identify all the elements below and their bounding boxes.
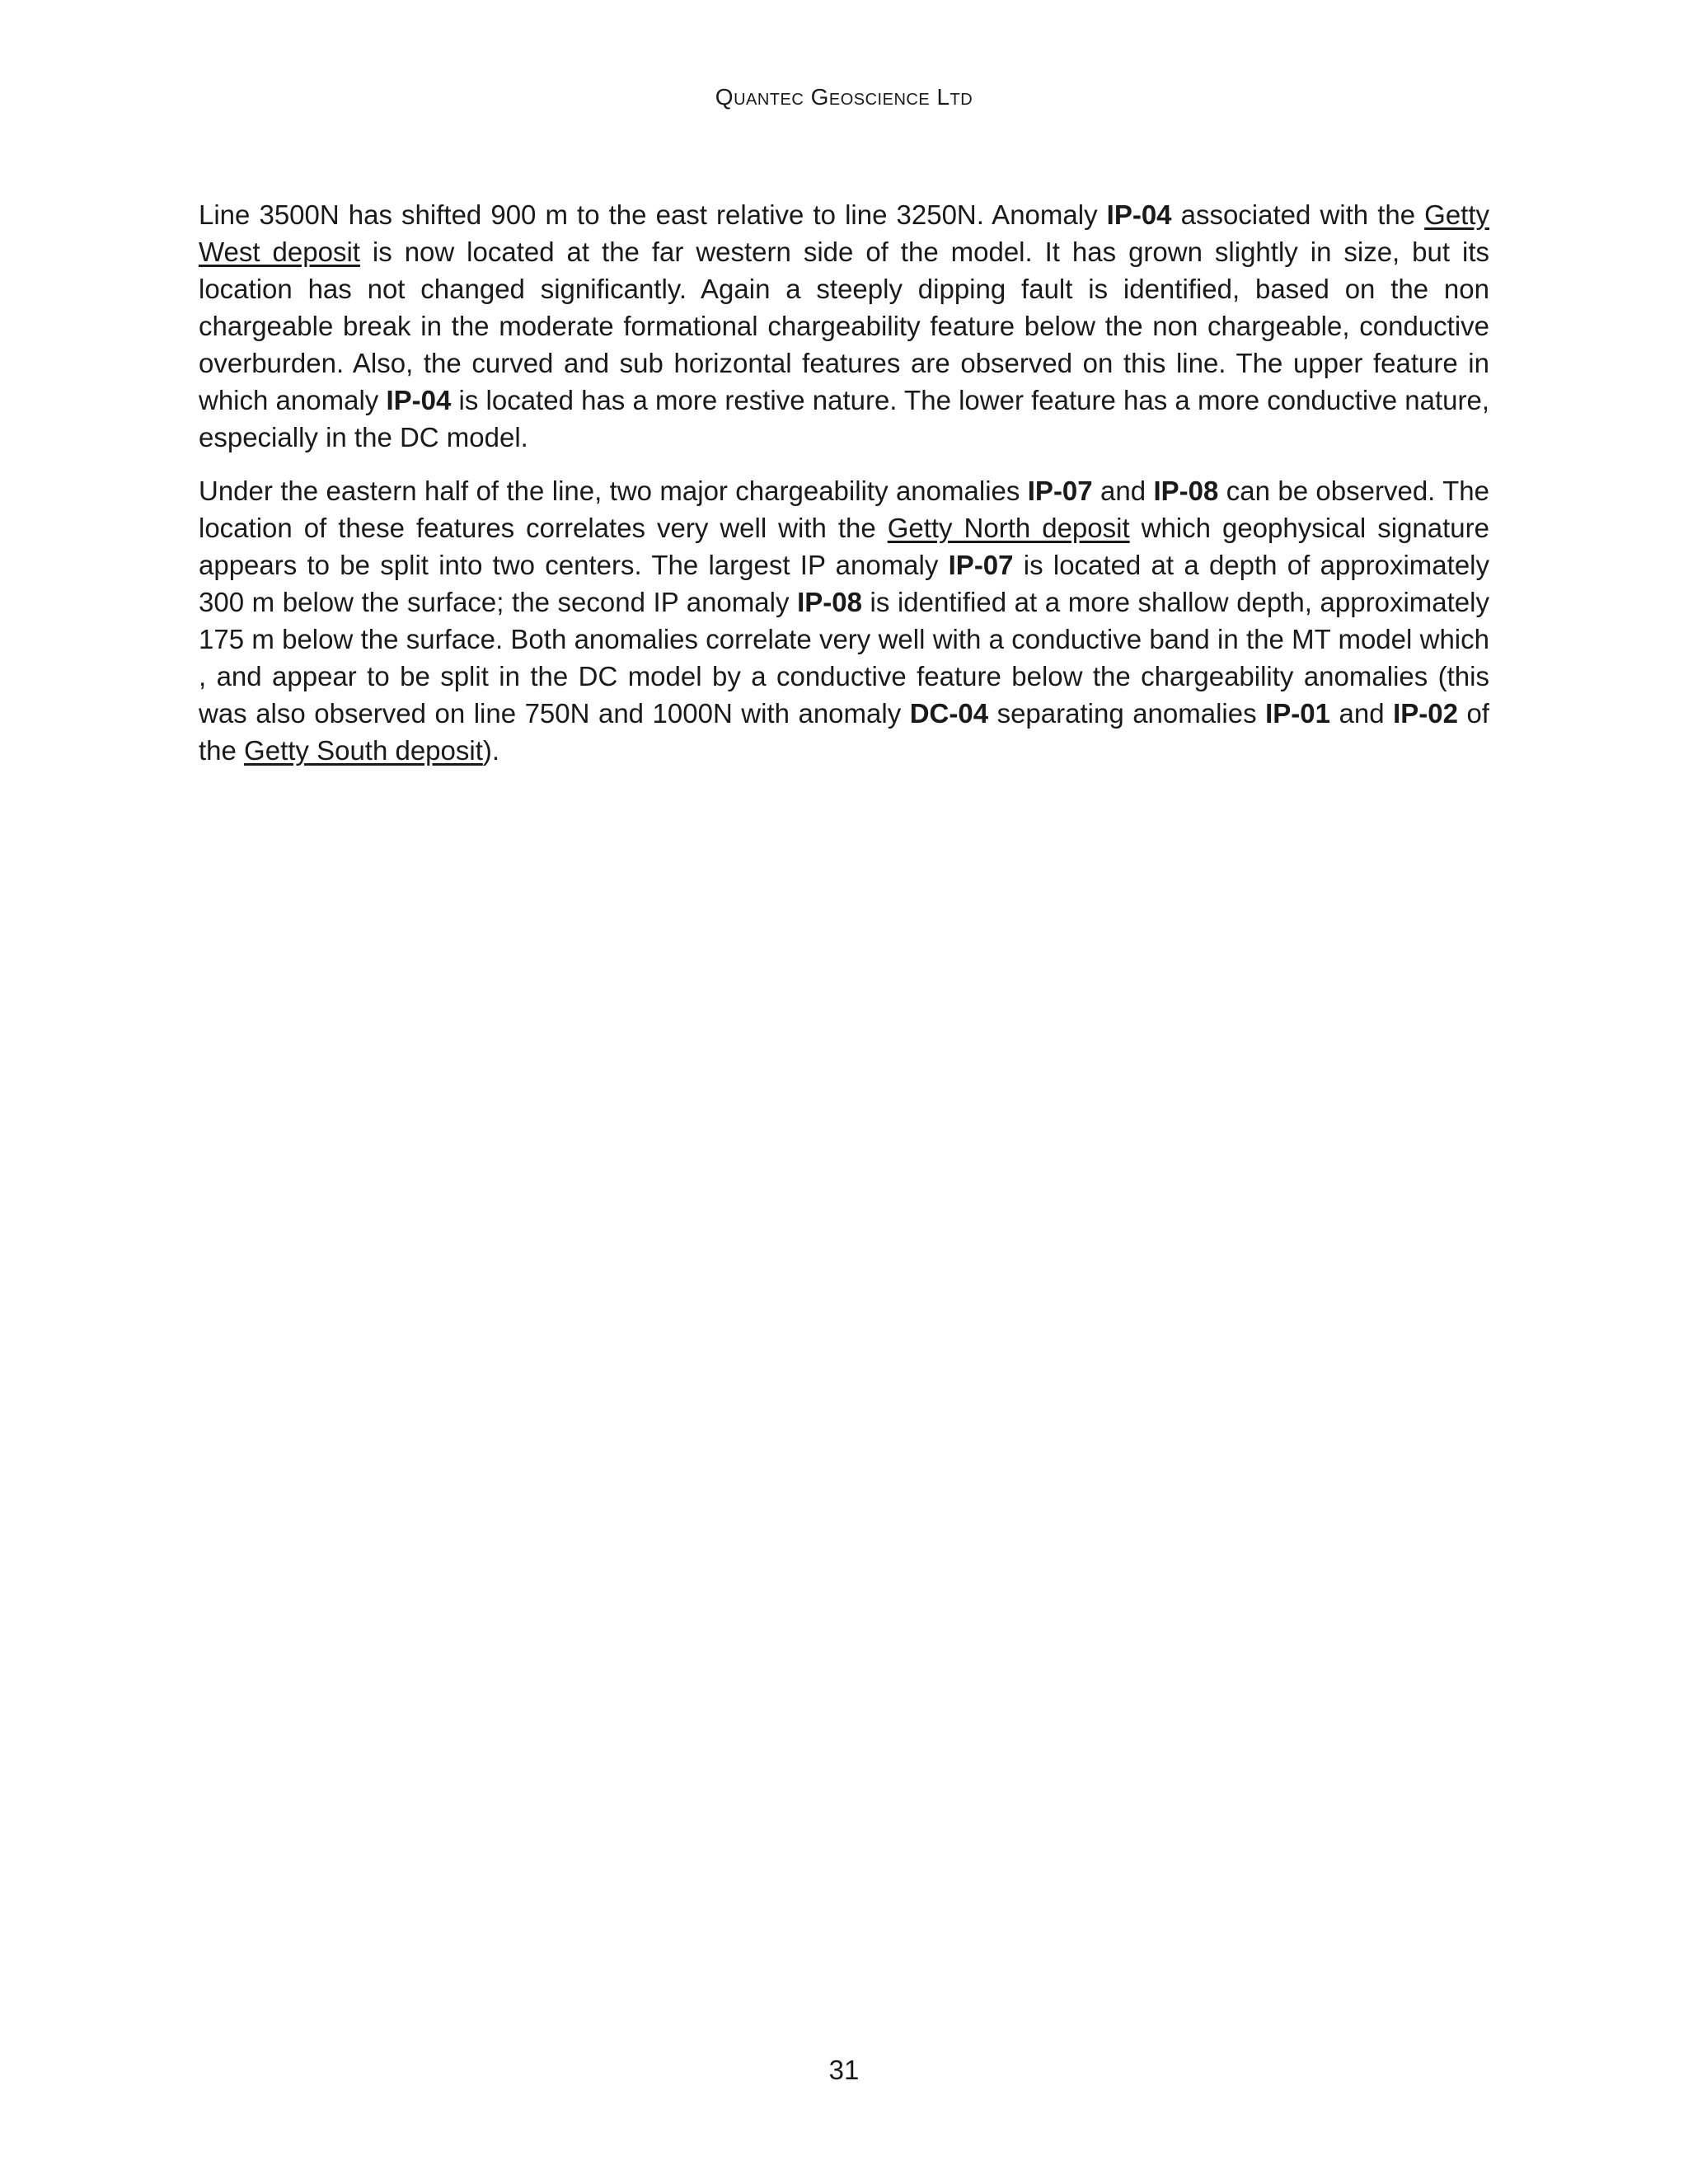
text-run: separating anomalies [988,698,1266,729]
anomaly-label: IP-04 [1106,199,1172,230]
text-run: is located at a depth of approximately 300 m below the surface; the second IP anomaly [199,550,1489,617]
anomaly-label: IP-01 [1265,698,1330,729]
text-run: ). [482,735,500,766]
text-run: is now located at the far western side of the model. It has grown slightly in size, but its location has not changed significantly. Again a steeply dipping fault is identified, based on the non chargeable break in the moderate formational chargeability feature below the non chargeable, conductive overburden. Also, the curved and sub horizontal features are observed on this line. The upper feature in which anomaly [199,237,1490,415]
text-run: can be observed. The location of these features correlates very well with the [199,476,1490,543]
anomaly-label: IP-07 [948,550,1014,580]
paragraph-eastern-half [199,472,1489,769]
text-run: and [1330,698,1394,729]
deposit-name: Getty West deposit [199,199,1490,267]
anomaly-label: IP-04 [386,385,452,415]
text-run: Line 3500N has shifted 900 m to the east relative to line 3250N. Anomaly [199,199,1107,230]
anomaly-label: IP-08 [797,587,862,617]
paragraph-line-3500n [199,196,1489,456]
text-run: associated with the [1171,199,1425,230]
text-run: and [1092,476,1154,506]
anomaly-label: IP-07 [1027,476,1093,506]
text-run: is identified at a more shallow depth, approximately 175 m below the surface. Both anomalies correlate very well with a conductive band in the MT model which , and appear to be split in the DC model by a conductive feature below the chargeability anomalies (this was also observed on line 750N and 1000N with anomaly [199,587,1489,729]
page-number: 31 [828,2055,860,2085]
anomaly-label: IP-08 [1153,476,1219,506]
text-run: which geophysical signature appears to be split into two centers. The largest IP anomaly [199,513,1489,580]
text-run: of the [199,698,1489,766]
running-header: Quantec Geoscience Ltd [715,84,973,110]
anomaly-label: IP-02 [1393,698,1458,729]
text-run: Under the eastern half of the line, two major chargeability anomalies [199,476,1028,506]
deposit-name: Getty North deposit [887,513,1130,543]
text-run: is located has a more restive nature. The lower feature has a more conductive nature, especially in the DC model. [199,385,1489,452]
anomaly-label: DC-04 [909,698,989,729]
body-text [199,196,1489,785]
deposit-name: Getty South deposit [244,735,483,766]
